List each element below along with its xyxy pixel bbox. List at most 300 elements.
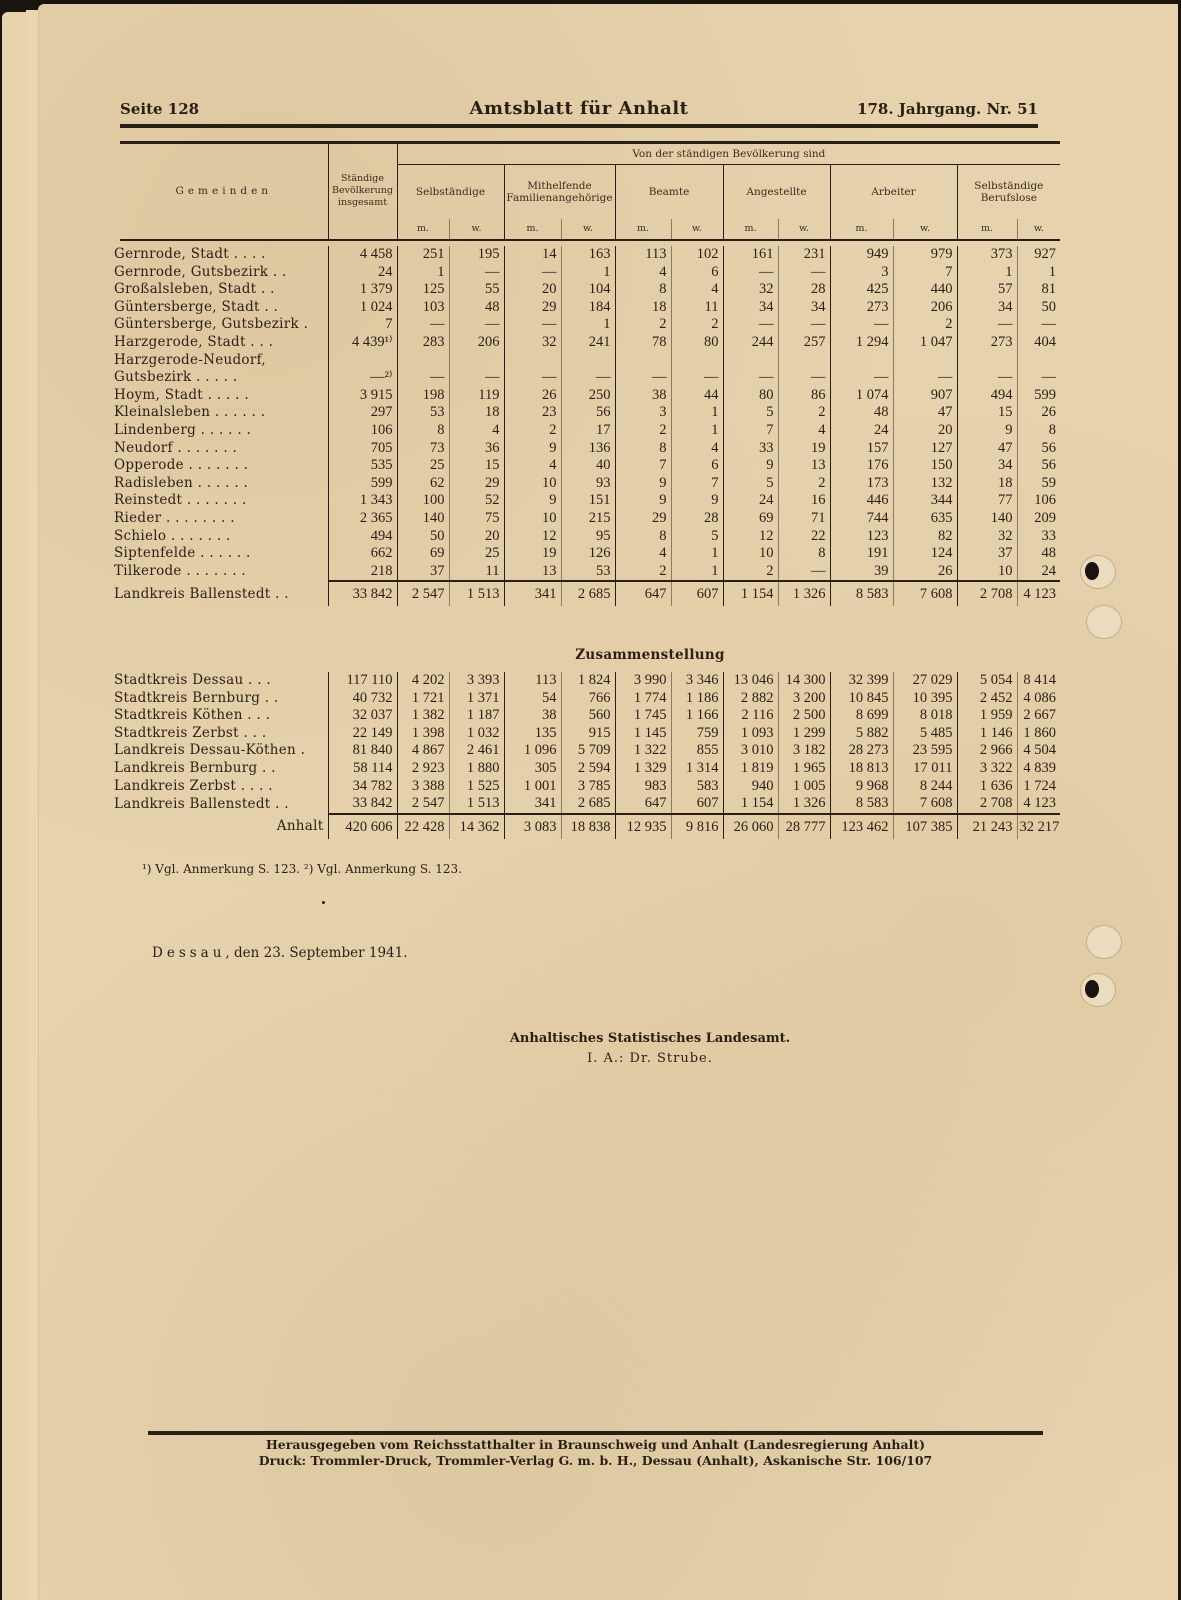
cell-total-population: 1 343	[328, 492, 397, 510]
cell-male: —	[723, 369, 778, 387]
cell-male: 20	[504, 281, 561, 299]
cell-female: 8 018	[893, 707, 957, 725]
cell-male: 1	[397, 264, 449, 282]
cell-female: 150	[893, 457, 957, 475]
cell-female: 104	[561, 281, 615, 299]
cell-female: 18 838	[561, 814, 615, 839]
cell-male: —	[615, 369, 671, 387]
cell-female: 5 485	[893, 725, 957, 743]
cell-male: 113	[504, 672, 561, 690]
subheader-female: w.	[1017, 219, 1060, 240]
footnotes: ¹) Vgl. Anmerkung S. 123. ²) Vgl. Anmerkung S. 123.	[142, 862, 463, 876]
cell-male: 22 428	[397, 814, 449, 839]
table-row	[114, 281, 1060, 299]
row-label: Anhalt	[276, 818, 324, 835]
cell-female: 126	[561, 545, 615, 563]
cell-female: 404	[1017, 334, 1060, 352]
punch-hole	[1086, 925, 1122, 959]
row-label: Stadtkreis Zerbst . . .	[114, 724, 267, 741]
cell-female: —	[893, 369, 957, 387]
cell-female: 107 385	[893, 814, 957, 839]
cell-male	[723, 352, 778, 370]
cell-male: 3 083	[504, 814, 561, 839]
cell-female: 5 709	[561, 742, 615, 760]
row-label: Hoym, Stadt . . . . .	[114, 386, 249, 403]
summary-row	[114, 672, 1060, 690]
cell-male: 3 010	[723, 742, 778, 760]
cell-female: 17	[561, 422, 615, 440]
cell-female: 75	[449, 510, 504, 528]
cell-male: 2 547	[397, 581, 449, 606]
cell-female: —	[449, 316, 504, 334]
cell-male: 73	[397, 440, 449, 458]
cell-female: —	[1017, 316, 1060, 334]
cell-male: —	[504, 369, 561, 387]
cell-male: 1 398	[397, 725, 449, 743]
cell-male: 949	[830, 246, 893, 264]
cell-female: 14 362	[449, 814, 504, 839]
cell-male: 176	[830, 457, 893, 475]
cell-female: 29	[449, 475, 504, 493]
cell-female: 102	[671, 246, 723, 264]
cell-total-population: 24	[328, 264, 397, 282]
table-row	[114, 352, 1060, 370]
cell-female: 20	[449, 528, 504, 546]
cell-male: 140	[957, 510, 1017, 528]
cell-female: 11	[449, 563, 504, 582]
cell-male: 8 699	[830, 707, 893, 725]
cell-female: 132	[893, 475, 957, 493]
cell-male: 34	[957, 299, 1017, 317]
cell-female: 14 300	[778, 672, 830, 690]
row-label: Gernrode, Stadt . . . .	[114, 246, 266, 262]
cell-female: 1 032	[449, 725, 504, 743]
row-label: Radisleben . . . . . .	[114, 474, 249, 491]
cell-female	[671, 352, 723, 370]
cell-male: 53	[397, 404, 449, 422]
cell-female: 80	[671, 334, 723, 352]
table-header	[120, 141, 1060, 241]
cell-male: 5	[723, 404, 778, 422]
table-row	[114, 563, 1060, 582]
cell-male: 10	[504, 475, 561, 493]
row-label: Kleinalsleben . . . . . .	[114, 404, 266, 421]
cell-male: 24	[723, 492, 778, 510]
cell-male: 8	[615, 281, 671, 299]
cell-male: 8	[615, 528, 671, 546]
cell-male	[615, 352, 671, 370]
cell-female: 7	[893, 264, 957, 282]
cell-female: 136	[561, 440, 615, 458]
cell-total-population: 494	[328, 528, 397, 546]
cell-male: 29	[615, 510, 671, 528]
cell-female: 1 326	[778, 581, 830, 606]
row-label: Tilkerode . . . . . . .	[114, 563, 246, 580]
cell-female: 124	[893, 545, 957, 563]
header-independent-no-occupation: Selbständige Berufslose	[957, 165, 1060, 219]
punch-hole	[1080, 555, 1116, 589]
cell-total-population: 58 114	[328, 760, 397, 778]
subheader-female: w.	[561, 219, 615, 240]
cell-male: 140	[397, 510, 449, 528]
cell-female: 1 513	[449, 795, 504, 814]
cell-male: —	[397, 316, 449, 334]
punch-hole	[1086, 605, 1122, 639]
cell-male: 37	[397, 563, 449, 582]
cell-female: 607	[671, 795, 723, 814]
cell-total-population: 81 840	[328, 742, 397, 760]
cell-female: 250	[561, 387, 615, 405]
table-row	[114, 404, 1060, 422]
cell-total-population: 218	[328, 563, 397, 582]
subheader-male: m.	[397, 219, 449, 240]
cell-male: 18 813	[830, 760, 893, 778]
cell-female: 4 504	[1017, 742, 1060, 760]
cell-male: 2 966	[957, 742, 1017, 760]
cell-male: 273	[957, 334, 1017, 352]
cell-male: 8 583	[830, 795, 893, 814]
cell-female: 8	[1017, 422, 1060, 440]
cell-male: 69	[397, 545, 449, 563]
cell-male: 10 845	[830, 690, 893, 708]
cell-male: 10	[723, 545, 778, 563]
row-label: Landkreis Ballenstedt . .	[114, 795, 289, 812]
header-municipality: Gemeinden	[175, 185, 273, 198]
cell-female: 2	[778, 404, 830, 422]
cell-female: 979	[893, 246, 957, 264]
cell-male	[504, 352, 561, 370]
cell-female: 1 880	[449, 760, 504, 778]
header-total-population: Ständige Bevölkerung insgesamt	[328, 143, 397, 240]
cell-male: 244	[723, 334, 778, 352]
subheader-male: m.	[957, 219, 1017, 240]
cell-male: 37	[957, 545, 1017, 563]
municipality-table	[114, 246, 1060, 606]
cell-male: 191	[830, 545, 893, 563]
cell-male: 19	[504, 545, 561, 563]
cell-male: 744	[830, 510, 893, 528]
cell-female: 2 685	[561, 581, 615, 606]
table-row	[114, 545, 1060, 563]
cell-female: 4	[671, 281, 723, 299]
cell-female: 56	[561, 404, 615, 422]
subheader-female: w.	[893, 219, 957, 240]
cell-male: 18	[615, 299, 671, 317]
cell-female: 206	[449, 334, 504, 352]
cell-male: —	[830, 316, 893, 334]
cell-female: 1 326	[778, 795, 830, 814]
cell-male: 25	[397, 457, 449, 475]
table-row	[114, 528, 1060, 546]
table-row	[114, 334, 1060, 352]
imprint	[148, 1437, 1043, 1469]
cell-male: 26 060	[723, 814, 778, 839]
cell-female: 40	[561, 457, 615, 475]
cell-male: 78	[615, 334, 671, 352]
cell-female: 48	[449, 299, 504, 317]
cell-female: 25	[449, 545, 504, 563]
issue-number: 178. Jahrgang. Nr. 51	[857, 100, 1038, 118]
summary-row	[114, 760, 1060, 778]
cell-male: 48	[830, 404, 893, 422]
cell-female: —	[778, 264, 830, 282]
header-officials: Beamte	[615, 165, 723, 219]
cell-male: 647	[615, 581, 671, 606]
cell-female: 759	[671, 725, 723, 743]
cell-male: 32 399	[830, 672, 893, 690]
cell-female: 1 371	[449, 690, 504, 708]
cell-female: 4 839	[1017, 760, 1060, 778]
cell-total-population: 599	[328, 475, 397, 493]
cell-female: 36	[449, 440, 504, 458]
cell-female: 3 393	[449, 672, 504, 690]
cell-male: 2 708	[957, 581, 1017, 606]
cell-male: 1 819	[723, 760, 778, 778]
cell-female: —	[778, 369, 830, 387]
cell-male: 647	[615, 795, 671, 814]
cell-female: 1	[561, 316, 615, 334]
running-header	[120, 100, 1038, 122]
cell-male: 10	[504, 510, 561, 528]
cell-male: 2	[504, 422, 561, 440]
cell-male: 26	[504, 387, 561, 405]
publication-title: Amtsblatt für Anhalt	[469, 98, 689, 119]
cell-male: 100	[397, 492, 449, 510]
cell-female: 1	[671, 422, 723, 440]
cell-male: 54	[504, 690, 561, 708]
cell-male: 157	[830, 440, 893, 458]
row-label: Landkreis Bernburg . .	[114, 759, 276, 776]
dateline	[152, 945, 408, 961]
cell-female: —	[778, 316, 830, 334]
cell-male: 9	[615, 492, 671, 510]
table-row	[114, 387, 1060, 405]
cell-female: 28	[778, 281, 830, 299]
cell-male: 9	[957, 422, 1017, 440]
cell-male: 123	[830, 528, 893, 546]
cell-female: 1 187	[449, 707, 504, 725]
cell-male: 1 154	[723, 795, 778, 814]
row-label: Rieder . . . . . . . .	[114, 509, 235, 526]
cell-male: 13 046	[723, 672, 778, 690]
row-label: Harzgerode-Neudorf,	[114, 351, 267, 368]
cell-female: 1 860	[1017, 725, 1060, 743]
cell-male: 1 074	[830, 387, 893, 405]
cell-male: 1 721	[397, 690, 449, 708]
cell-female: 209	[1017, 510, 1060, 528]
cell-female: 7 608	[893, 581, 957, 606]
cell-female: 1	[671, 563, 723, 582]
cell-female: 2	[893, 316, 957, 334]
cell-male: 80	[723, 387, 778, 405]
cell-female: 106	[1017, 492, 1060, 510]
cell-male: 32	[504, 334, 561, 352]
cell-female: 17 011	[893, 760, 957, 778]
cell-female: —	[449, 264, 504, 282]
cell-female: 3 182	[778, 742, 830, 760]
cell-female: 2 667	[1017, 707, 1060, 725]
cell-female: 1 299	[778, 725, 830, 743]
cell-female: 6	[671, 457, 723, 475]
cell-male: 2 923	[397, 760, 449, 778]
cell-female: 1 965	[778, 760, 830, 778]
cell-female: 16	[778, 492, 830, 510]
cell-male: —	[504, 316, 561, 334]
cell-female: —	[1017, 369, 1060, 387]
cell-female: 33	[1017, 528, 1060, 546]
summary-row	[114, 778, 1060, 796]
cell-male: 5 882	[830, 725, 893, 743]
row-label: Güntersberge, Gutsbezirk .	[114, 316, 309, 333]
cell-male: 38	[615, 387, 671, 405]
row-label: Stadtkreis Bernburg . .	[114, 689, 279, 706]
cell-female: 127	[893, 440, 957, 458]
cell-male: 1 096	[504, 742, 561, 760]
cell-female: 18	[449, 404, 504, 422]
cell-total-population: 117 110	[328, 672, 397, 690]
cell-male: 9	[504, 440, 561, 458]
cell-female: 119	[449, 387, 504, 405]
cell-female: 19	[778, 440, 830, 458]
cell-total-population: —²⁾	[328, 369, 397, 387]
cell-female: 20	[893, 422, 957, 440]
cell-male: 494	[957, 387, 1017, 405]
cell-male: 1 145	[615, 725, 671, 743]
cell-male: 9	[615, 475, 671, 493]
cell-male: —	[723, 264, 778, 282]
cell-female: 8	[778, 545, 830, 563]
cell-male: 425	[830, 281, 893, 299]
cell-female: 48	[1017, 545, 1060, 563]
cell-female: 2 685	[561, 795, 615, 814]
cell-male: 1 636	[957, 778, 1017, 796]
row-label: Reinstedt . . . . . . .	[114, 492, 247, 509]
cell-male: 9 968	[830, 778, 893, 796]
cell-female: 24	[1017, 563, 1060, 582]
cell-female: 4	[671, 440, 723, 458]
cell-male: 77	[957, 492, 1017, 510]
cell-female: 206	[893, 299, 957, 317]
imprint-printer: Druck: Trommler-Druck, Trommler-Verlag G. m. b. H., Dessau (Anhalt), Askanische Str. 106/107	[258, 1453, 933, 1468]
cell-female: —	[561, 369, 615, 387]
row-label: Stadtkreis Dessau . . .	[114, 672, 272, 688]
row-label: Lindenberg . . . . . .	[114, 421, 252, 438]
subheader-female: w.	[671, 219, 723, 240]
cell-total-population: 33 842	[328, 795, 397, 814]
row-label: Gutsbezirk . . . . .	[114, 369, 238, 386]
cell-male: 1 774	[615, 690, 671, 708]
cell-male: 18	[957, 475, 1017, 493]
row-label: Schielo . . . . . . .	[114, 527, 231, 544]
cell-male: 4	[615, 545, 671, 563]
cell-female: 599	[1017, 387, 1060, 405]
cell-female: 50	[1017, 299, 1060, 317]
cell-male: 1 745	[615, 707, 671, 725]
cell-female: 1	[671, 404, 723, 422]
subheader-male: m.	[830, 219, 893, 240]
cell-male: 32	[723, 281, 778, 299]
cell-total-population: 297	[328, 404, 397, 422]
cell-female: 2	[671, 316, 723, 334]
cell-female: 560	[561, 707, 615, 725]
cell-female: 3 200	[778, 690, 830, 708]
cell-male: 983	[615, 778, 671, 796]
cell-female: 1	[561, 264, 615, 282]
cell-male: 1 329	[615, 760, 671, 778]
cell-female: 4	[778, 422, 830, 440]
punch-hole	[1080, 973, 1116, 1007]
cell-female: 59	[1017, 475, 1060, 493]
row-label: Siptenfelde . . . . . .	[114, 545, 251, 562]
cell-male: 39	[830, 563, 893, 582]
cell-male: 8	[615, 440, 671, 458]
cell-female	[449, 352, 504, 370]
subheader-male: m.	[615, 219, 671, 240]
cell-female: 8 244	[893, 778, 957, 796]
cell-female: 215	[561, 510, 615, 528]
cell-male: —	[957, 369, 1017, 387]
cell-male: 3	[615, 404, 671, 422]
subheader-male: m.	[723, 219, 778, 240]
cell-female: 3 785	[561, 778, 615, 796]
row-label: Landkreis Ballenstedt . .	[114, 585, 289, 602]
row-label: Großalsleben, Stadt . .	[114, 281, 275, 298]
cell-total-population: 40 732	[328, 690, 397, 708]
cell-male: 1 154	[723, 581, 778, 606]
cell-total-population: 106	[328, 422, 397, 440]
cell-female: 915	[561, 725, 615, 743]
cell-male: 1 001	[504, 778, 561, 796]
cell-female: 4 123	[1017, 795, 1060, 814]
cell-female: 4 123	[1017, 581, 1060, 606]
cell-male: 12	[504, 528, 561, 546]
cell-male: 2	[615, 422, 671, 440]
cell-female: 26	[1017, 404, 1060, 422]
cell-female: 13	[778, 457, 830, 475]
cell-male: 3	[830, 264, 893, 282]
row-label: Landkreis Dessau-Köthen .	[114, 742, 306, 759]
cell-female: 11	[671, 299, 723, 317]
cell-female: 1 314	[671, 760, 723, 778]
subheader-male: m.	[504, 219, 561, 240]
cell-female: 86	[778, 387, 830, 405]
cell-female: 583	[671, 778, 723, 796]
cell-female	[561, 352, 615, 370]
cell-female: 1 005	[778, 778, 830, 796]
summary-row	[114, 742, 1060, 760]
cell-male: 1 959	[957, 707, 1017, 725]
cell-male: 940	[723, 778, 778, 796]
cell-female: 93	[561, 475, 615, 493]
cell-total-population: 4 439¹⁾	[328, 334, 397, 352]
cell-male: 125	[397, 281, 449, 299]
cell-female: 163	[561, 246, 615, 264]
cell-total-population: 420 606	[328, 814, 397, 839]
table-row	[114, 510, 1060, 528]
cell-female: 151	[561, 492, 615, 510]
table-row	[114, 492, 1060, 510]
cell-female: 1 824	[561, 672, 615, 690]
cell-female: 8 414	[1017, 672, 1060, 690]
signature-name: I. A.: Dr. Strube.	[587, 1051, 713, 1066]
cell-female: 195	[449, 246, 504, 264]
cell-total-population: 7	[328, 316, 397, 334]
cell-male: 341	[504, 795, 561, 814]
summary-row	[114, 795, 1060, 814]
cell-female: 1	[671, 545, 723, 563]
cell-male: 28 273	[830, 742, 893, 760]
cell-female: 344	[893, 492, 957, 510]
